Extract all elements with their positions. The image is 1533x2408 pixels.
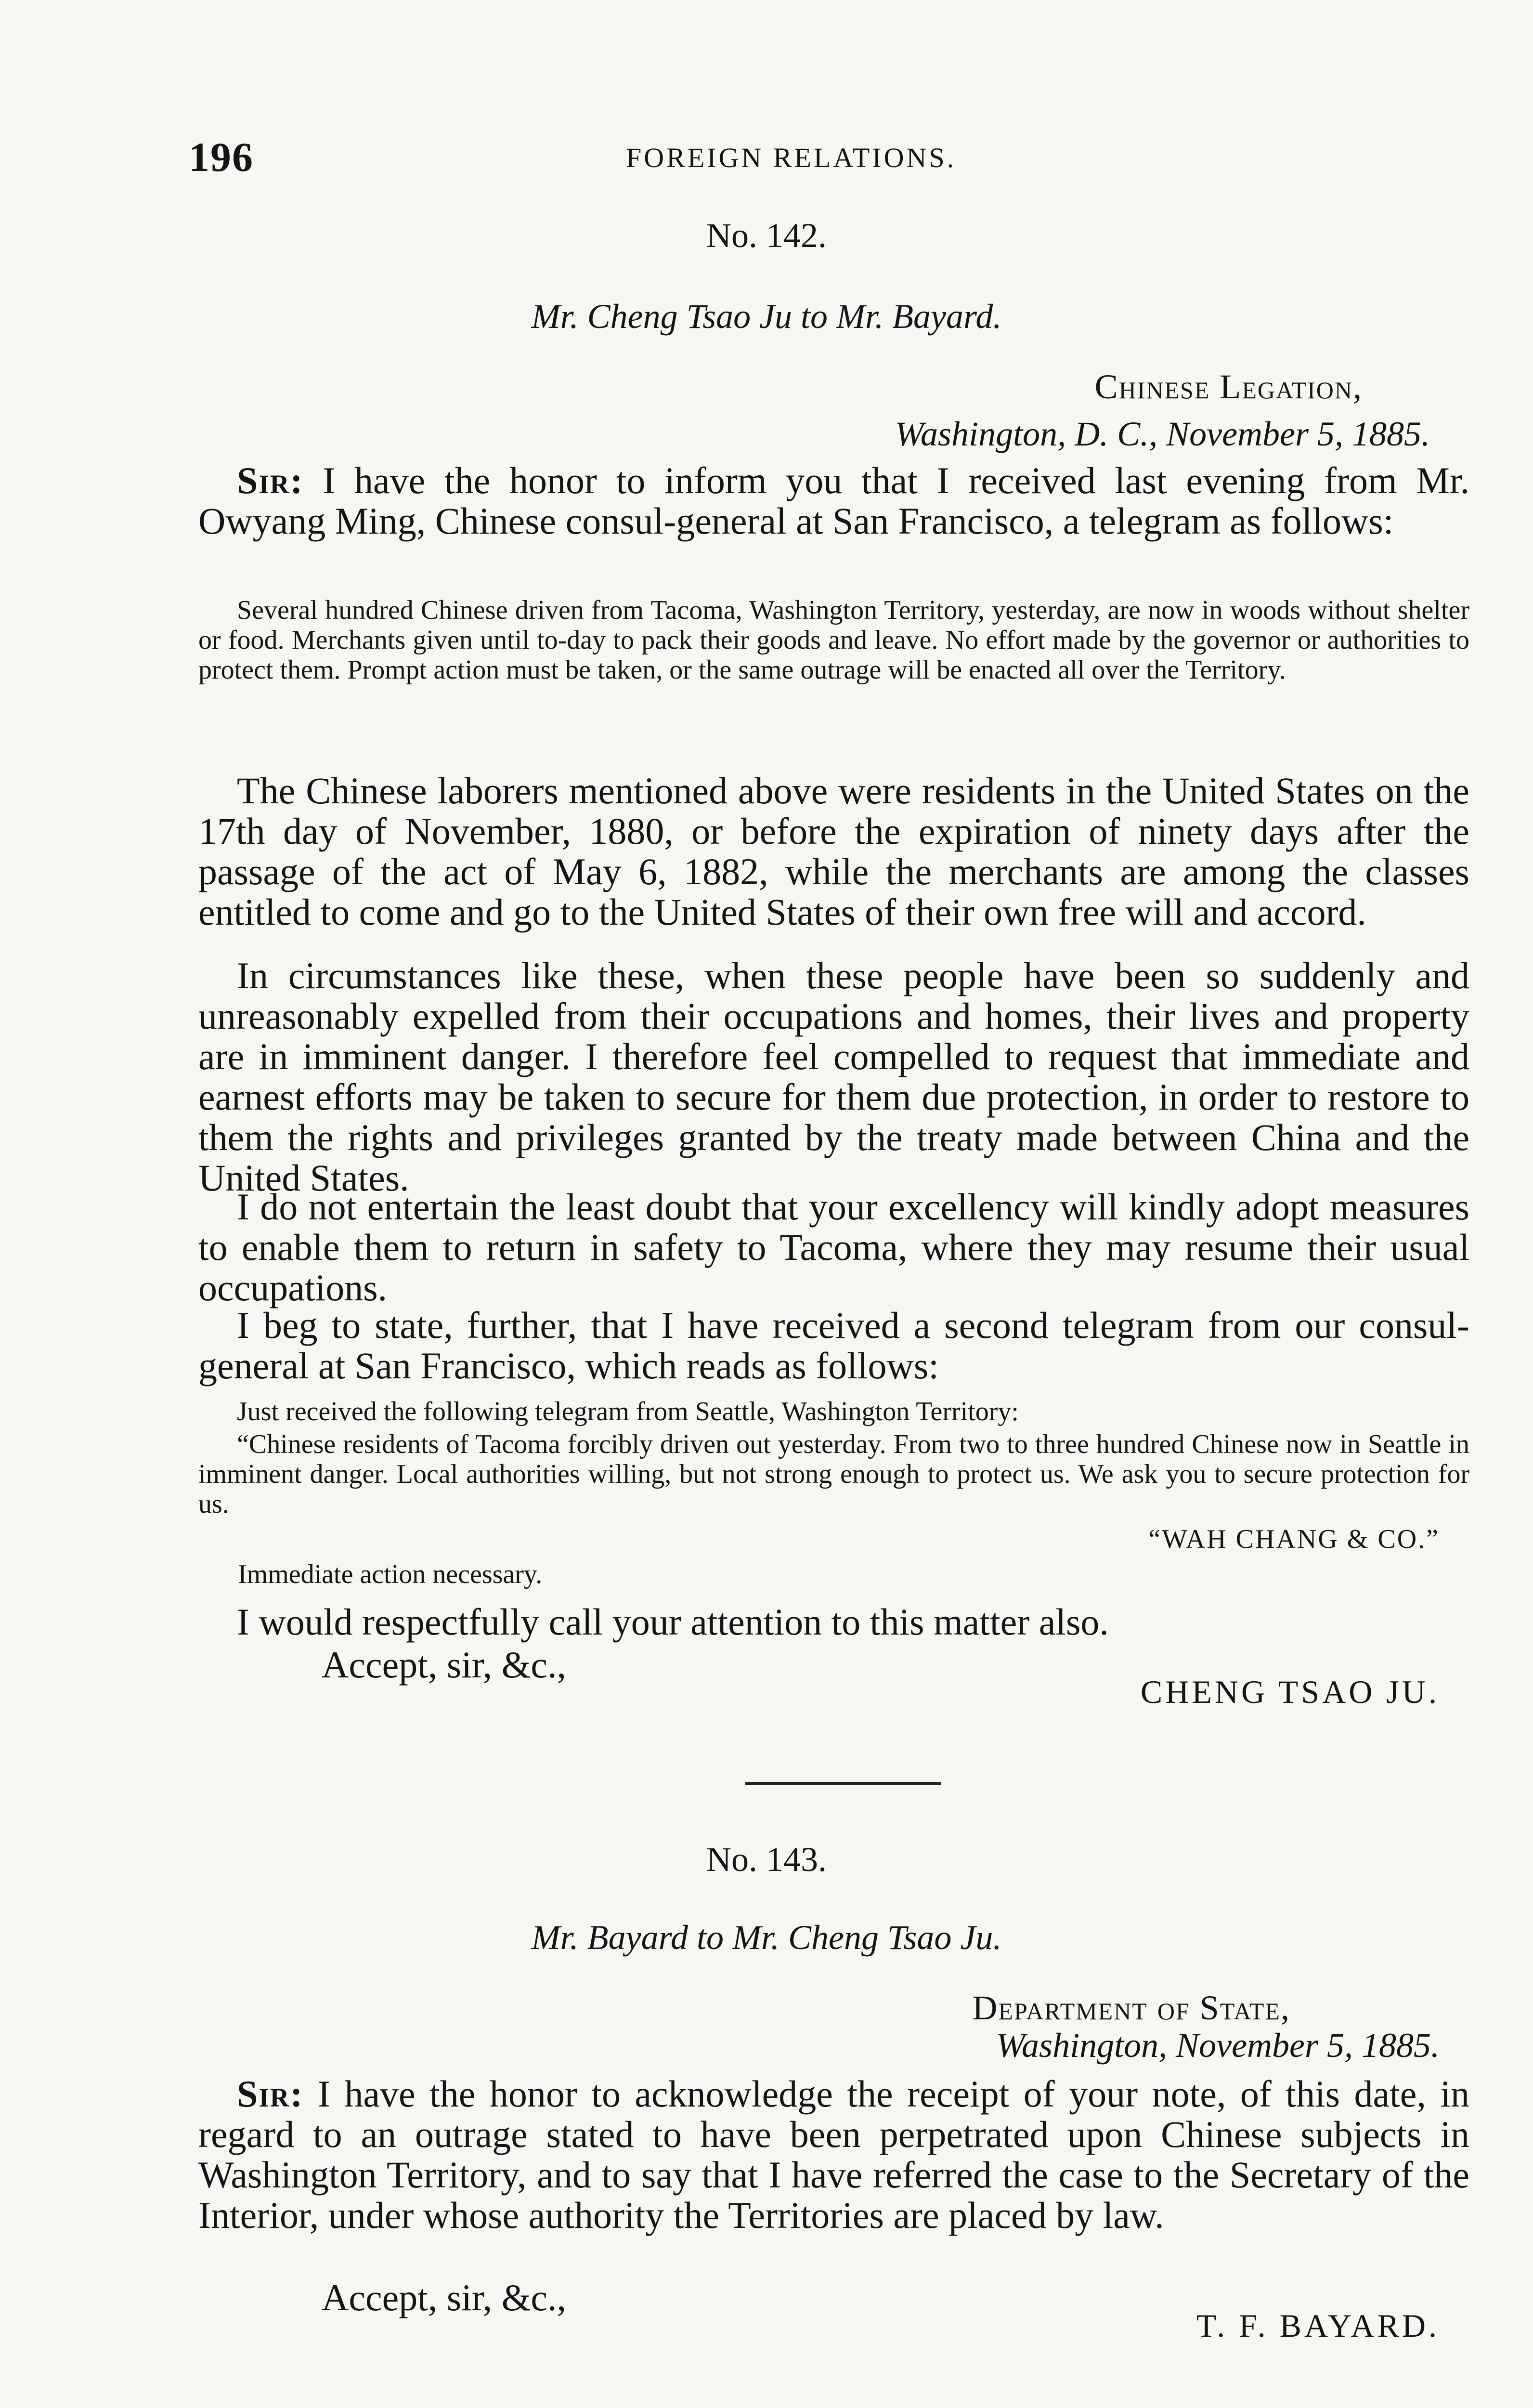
doc1-intro-paragraph xyxy=(198,460,1469,541)
doc1-telegram-2-close: Immediate action necessary. xyxy=(238,1559,543,1589)
doc2-body-paragraph xyxy=(198,2074,1469,2236)
doc1-telegram-1: Several hundred Chinese driven from Tacoma, Washington Territory, yesterday, are now in woods without shelter or food. Merchants given until to-day to pack their goods and leave. No effort made by the governor or authorities to protect them. Prompt action must be taken, or the same outrage will be enacted all over the Territory. xyxy=(198,595,1469,685)
doc2-place: Department of State, xyxy=(972,1989,1290,2027)
doc1-paragraph-3: In circumstances like these, when these people have been so suddenly and unreasonably expelled from their occupations and homes, their lives and property are in imminent danger. I therefore feel compelled to request that immediate and earnest efforts may be taken to secure for them due protection, in order to restore to them the rights and privileges granted by the treaty made between China and the United States. xyxy=(198,955,1469,1199)
doc1-salutation: Sir: xyxy=(237,459,304,501)
doc2-body-text: I have the honor to acknowledge the receipt of your note, of this date, in regard to an outrage stated to have been perpetrated upon Chinese subjects in Washington Territory, and to say that I have referred the case to the Secretary of the Interior, under whose authority the Territories are placed by law. xyxy=(198,2073,1470,2236)
doc1-paragraph-2: The Chinese laborers mentioned above were residents in the United States on the 17th day of November, 1880, or before the expiration of ninety days after the passage of the act of May 6, 1882, while the merchants are among the classes entitled to come and go to the United States of their own free will and accord. xyxy=(198,770,1469,933)
doc1-title: Mr. Cheng Tsao Ju to Mr. Bayard. xyxy=(531,297,1002,336)
doc1-intro-text: I have the honor to inform you that I received last evening from Mr. Owyang Ming, Chinese consul-general at San Francisco, a telegram as follows: xyxy=(198,459,1469,542)
doc2-number: No. 143. xyxy=(706,1840,827,1879)
doc1-signature: CHENG TSAO JU. xyxy=(1140,1674,1440,1710)
doc1-place: Chinese Legation, xyxy=(1094,367,1363,406)
page-number: 196 xyxy=(189,134,254,180)
section-divider xyxy=(745,1782,941,1785)
doc2-closing: Accept, sir, &c., xyxy=(322,2277,567,2318)
page-header xyxy=(0,133,1533,191)
doc1-date: Washington, D. C., November 5, 1885. xyxy=(895,415,1430,453)
doc1-telegram-2-sender: “WAH CHANG & CO.” xyxy=(1148,1524,1440,1554)
doc1-telegram-2-intro: Just received the following telegram from Seattle, Washington Territory: xyxy=(237,1397,1019,1426)
doc1-paragraph-6: I would respectfully call your attention to this matter also. xyxy=(237,1601,1109,1643)
doc2-signature: T. F. BAYARD. xyxy=(1196,2307,1440,2344)
doc1-telegram-2-quote: “Chinese residents of Tacoma forcibly driven out yesterday. From two to three hundred Chinese now in Seattle in imminent danger. Local authorities willing, but not strong enough to protect us. We ask you to secure protection for us. xyxy=(198,1429,1469,1519)
doc2-date: Washington, November 5, 1885. xyxy=(996,2026,1440,2065)
doc1-paragraph-5: I beg to state, further, that I have received a second telegram from our consul-general at San Francisco, which reads as follows: xyxy=(198,1304,1469,1387)
doc1-number: No. 142. xyxy=(706,216,827,255)
running-head: FOREIGN RELATIONS. xyxy=(626,142,957,173)
doc1-closing: Accept, sir, &c., xyxy=(322,1644,567,1686)
doc1-paragraph-4: I do not entertain the least doubt that your excellency will kindly adopt measures to enable them to return in safety to Tacoma, where they may resume their usual occupations. xyxy=(198,1186,1469,1309)
doc2-salutation: Sir: xyxy=(237,2073,304,2115)
doc2-title: Mr. Bayard to Mr. Cheng Tsao Ju. xyxy=(531,1918,1002,1957)
